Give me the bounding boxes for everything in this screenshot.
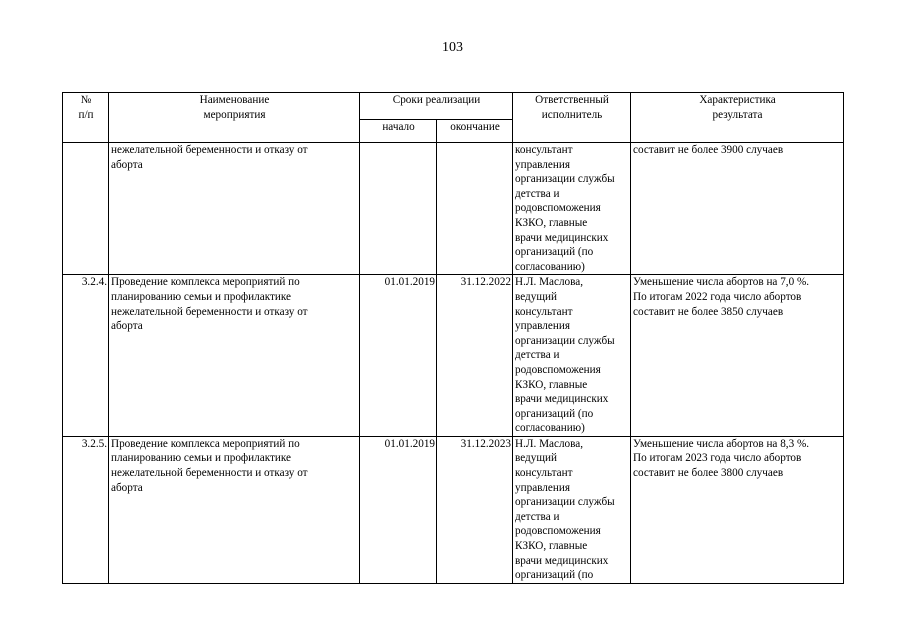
row-start: 01.01.2019	[360, 436, 437, 583]
row-end: 31.12.2022	[437, 275, 513, 437]
row-name: Проведение комплекса мероприятий по планированию семьи и профилактике нежелательной беременности и отказу от аборта	[109, 436, 360, 583]
header-result: Характеристика результата	[631, 93, 844, 143]
row-responsible: консультант управления организации службы детства и родовспоможения КЗКО, главные врачи медицинских организаций (по согласованию)	[513, 143, 631, 275]
table-row	[63, 143, 844, 275]
header-start: начало	[360, 120, 437, 143]
row-num: 3.2.4.	[63, 275, 109, 437]
row-name: нежелательной беременности и отказу от аборта	[109, 143, 360, 275]
row-num: 3.2.5.	[63, 436, 109, 583]
table-row	[63, 275, 844, 437]
measures-table	[62, 92, 844, 584]
row-result: Уменьшение числа абортов на 7,0 %. По итогам 2022 года число абортов составит не более 3850 случаев	[631, 275, 844, 437]
header-responsible: Ответственный исполнитель	[513, 93, 631, 143]
header-name: Наименование мероприятия	[109, 93, 360, 143]
row-responsible: Н.Л. Маслова, ведущий консультант управления организации службы детства и родовспоможения КЗКО, главные врачи медицинских организаций (по	[513, 436, 631, 583]
row-start	[360, 143, 437, 275]
row-result: Уменьшение числа абортов на 8,3 %. По итогам 2023 года число абортов составит не более 3800 случаев	[631, 436, 844, 583]
row-result: составит не более 3900 случаев	[631, 143, 844, 275]
row-responsible: Н.Л. Маслова, ведущий консультант управления организации службы детства и родовспоможения КЗКО, главные врачи медицинских организаций (по согласованию)	[513, 275, 631, 437]
header-num: № п/п	[63, 93, 109, 143]
row-end	[437, 143, 513, 275]
table-row	[63, 436, 844, 583]
row-start: 01.01.2019	[360, 275, 437, 437]
row-num	[63, 143, 109, 275]
row-name: Проведение комплекса мероприятий по планированию семьи и профилактике нежелательной беременности и отказу от аборта	[109, 275, 360, 437]
header-period: Сроки реализации	[360, 93, 513, 120]
header-row	[63, 93, 844, 120]
row-end: 31.12.2023	[437, 436, 513, 583]
header-end: окончание	[437, 120, 513, 143]
page-number: 103	[442, 40, 463, 55]
